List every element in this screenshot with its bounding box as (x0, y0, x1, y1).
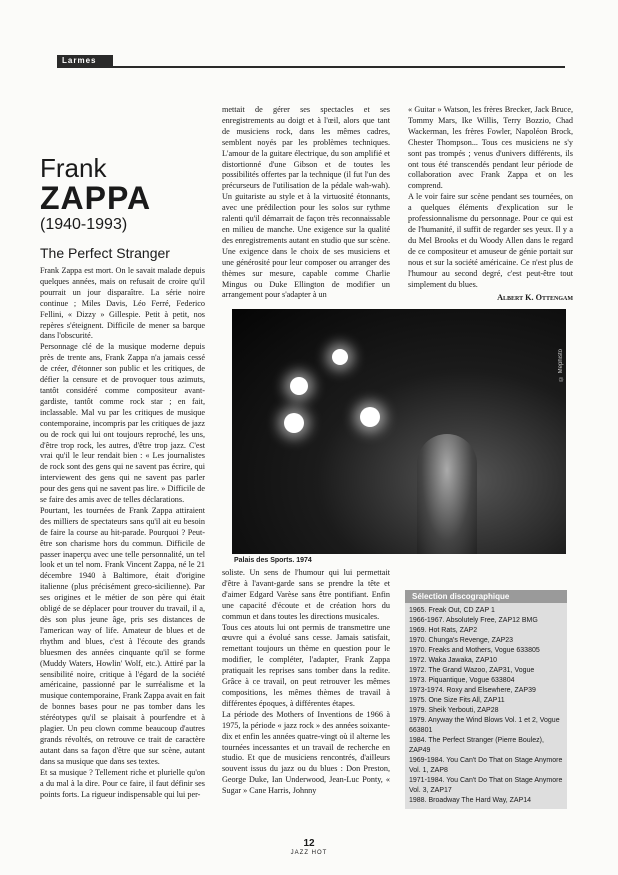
list-item: 1984. The Perfect Stranger (Pierre Boulez), ZAP49 (409, 737, 544, 754)
list-item: 1988. Broadway The Hard Way, ZAP14 (409, 797, 532, 804)
stage-light (332, 349, 348, 365)
paragraph: Personnage clé de la musique moderne depuis près de trente ans, Frank Zappa n'a jamais cessé de créer, d'étonner son public et les critiques, de défier la censure et de provoquer tous azimuts, tantôt considéré comme compositeur avant-gardiste, tantôt comme rock star ; en fait, inclassable. Mal vu par les critiques de musique contemporaine, incompris par les critiques de jazz ou de rock qui lui ont toujours reproché, les uns, d'être trop rock, les autres, d'être trop jazz. C'est vrai qu'il le leur rendait bien : « Les journalistes de rock sont des gens qui ne savent pas écrire, qui interviewent des gens qui ne savent pas parler pour des gens qui ne savent pas lire. » Difficile de se faire des amis avec de telles déclarations. (40, 342, 205, 505)
article-column-2 (222, 105, 390, 301)
article-column-1 (40, 266, 205, 800)
paragraph: soliste. Un sens de l'humour qui lui permettait d'être à l'avant-garde sans se prendre la tête et d'aimer Edgard Varèse sans être pontifiant. Enfin une capacité d'écoute et de création hors du commun et dans toutes les directions musicales. (222, 568, 390, 621)
discography-title: Sélection discographique (405, 590, 567, 603)
article-column-4 (222, 568, 390, 797)
life-years: (1940-1993) (40, 216, 128, 233)
first-name: Frank (40, 153, 107, 183)
photo-caption: Palais des Sports. 1974 (234, 557, 312, 564)
list-item: 1970. Freaks and Mothers, Vogue 633805 (409, 647, 540, 654)
discography-box (405, 590, 567, 809)
article-title-block (40, 155, 170, 261)
concert-photo (232, 309, 566, 554)
list-item: 1971-1984. You Can't Do That on Stage Anymore Vol. 3, ZAP17 (409, 777, 563, 794)
list-item: 1969-1984. You Can't Do That on Stage Anymore Vol. 1, ZAP8 (409, 757, 563, 774)
paragraph: Frank Zappa est mort. On le savait malade depuis quelques années, mais on refusait de croire qu'il pourrait un jour disparaître. La série noire continue ; Miles Davis, Léo Ferré, Federico Fellini, « Dizzy » Gillespie. Petit à petit, nos repères s'éteignent. Difficile de mener sa barque dans l'obscurité. (40, 266, 205, 341)
photo-credit: © Mephisto (558, 349, 564, 382)
paragraph: La période des Mothers of Inventions de 1966 à 1975, la période « jazz rock » des années soixante-dix et enfin les années quatre-vingt où il alterne les tournées incessantes et un travail de recherche en studio. Et que de musiciens rencontrés, d'ailleurs souvent issus du jazz ou du blues : Don Preston, George Duke, Ian Underwood, Jean-Luc Ponty, « Sugar » Cane Harris, Johnny (222, 709, 390, 796)
performer-figure (417, 434, 477, 554)
header-rule (57, 66, 565, 68)
last-name: ZAPPA (40, 180, 152, 216)
paragraph: Pourtant, les tournées de Frank Zappa attiraient des milliers de spectateurs sans qu'il ait eu besoin de faire la course au hit-parade. Pourquoi ? Peut-être son charisme hors du commun. Difficile de passer inaperçu avec une telle personnalité, un tel look et un tel nom. Frank Vincent Zappa, né le 21 décembre 1940 à Baltimore, était d'origine italienne (plus précisément greco-sicilienne). Par ses origines et le métier de son père qui était obligé de se déplacer pour trouver du travail, il a, dès son plus jeune âge, pris ses distances de l'american way of life. Amateur de blues et de rhythm and blues, c'est à l'écoute des grands bluesmen des années cinquante qu'il se forme (Muddy Waters, Howlin' Wolf, etc.). Attiré par la sensibilité noire, critique à l'égard de la société américaine, passionné par le surréalisme et la musique contemporaine, Frank Zappa avait en fait de bonnes bases pour ne pas tomber dans les stéréotypes qu'il se plaisait à pourfendre et à plagier. Un peu clown comme beaucoup d'autres grands révoltés, on retrouve ce trait de caractère autant dans sa façon d'être que sur scène, autant dans sa musique que dans ses textes. (40, 505, 205, 766)
discography-list (405, 603, 567, 809)
page-number: 12 (303, 838, 315, 849)
paragraph: mettait de gérer ses spectacles et ses enregistrements au doigt et à l'œil, alors que tant de musiciens rock, dans les mêmes cadres, semblent noyés par les problèmes techniques. L'amour de la guitare électrique, du son amplifié et distortionné d'une Gibson et de toutes les possibilités offertes par la technique (il fut l'un des précurseurs de l'utilisation de la pédale wah-wah). Un guitariste au style et à la virtuosité étonnants, avec une prédilection pour les solos sur rythme ralenti qu'il démarrait de façon très reconnaissable en milieu de manche. Une exigence sur la qualité des enregistrements autant en studio que sur scène. Une exigence dans le choix de ses musiciens et une générosité pour leur composer ou arranger des thèmes sur mesure, capable comme Charlie Mingus ou Duke Ellington de modifier un arrangement pour s'adapter à un (222, 105, 390, 300)
stage-light (284, 413, 304, 433)
article-column-3 (408, 105, 573, 304)
list-item: 1972. The Grand Wazoo, ZAP31, Vogue (409, 667, 535, 674)
list-item: 1973. Piquantique, Vogue 633804 (409, 677, 515, 684)
list-item: 1979. Anyway the Wind Blows Vol. 1 et 2, Vogue 663801 (409, 717, 560, 734)
stage-light (360, 407, 380, 427)
list-item: 1965. Freak Out, CD ZAP 1 (409, 607, 495, 614)
section-tag: Larmes (57, 55, 113, 67)
paragraph: Tous ces atouts lui ont permis de transmettre une œuvre qui a évolué sans cesse. Jamais satisfait, remettant toujours un thème en question pour le modifier, le compléter, l'adapter, Frank Zappa pratiquait les reprises sans tomber dans la redite. Grâce à ce travail, on peut retrouver les mêmes compositions, les mêmes thèmes de travail à différentes époques, à différentes étapes. (222, 622, 390, 708)
list-item: 1970. Chunga's Revenge, ZAP23 (409, 637, 514, 644)
magazine-name: JAZZ HOT (290, 850, 328, 856)
author-signature: Albert K. Ottengam (497, 293, 573, 303)
stage-light (290, 377, 308, 395)
list-item: 1966-1967. Absolutely Free, ZAP12 BMG (409, 617, 538, 624)
list-item: 1979. Sheik Yerbouti, ZAP28 (409, 707, 499, 714)
article-subtitle: The Perfect Stranger (40, 245, 170, 261)
list-item: 1973-1974. Roxy and Elsewhere, ZAP39 (409, 687, 536, 694)
paragraph: « Guitar » Watson, les frères Brecker, Jack Bruce, Tommy Mars, Ike Willis, Terry Bozzio, Chad Wackerman, les frères Fowler, Napoléon Brock, Chester Thompson... Tous ces musiciens ne s'y sont pas trompés ; venus d'univers différents, ils ont tous été transcendés pendant leur période de collaboration avec Frank Zappa et on les comprend. (408, 105, 573, 191)
list-item: 1975. One Size Fits All, ZAP11 (409, 697, 505, 704)
paragraph: Et sa musique ? Tellement riche et plurielle qu'on a du mal à la dire. Pour ce faire, il faut définir ses points forts. La rigueur indispensable qui lui per- (40, 767, 205, 799)
list-item: 1972. Waka Jawaka, ZAP10 (409, 657, 498, 664)
paragraph: A le voir faire sur scène pendant ses tournées, on a quelques éléments d'explication sur le professionnalisme du personnage. Pour ce qui est de l'humanité, il suffit de regarder ses yeux. Il y a du Mel Brooks et du Woody Allen dans le regard de ce compositeur et amuseur de génie portait sur nous et sur la société américaine. Ce n'est plus de l'humour au second degré, c'est peut-être tout simplement du blues. (408, 192, 573, 289)
list-item: 1969. Hot Rats, ZAP2 (409, 627, 478, 634)
